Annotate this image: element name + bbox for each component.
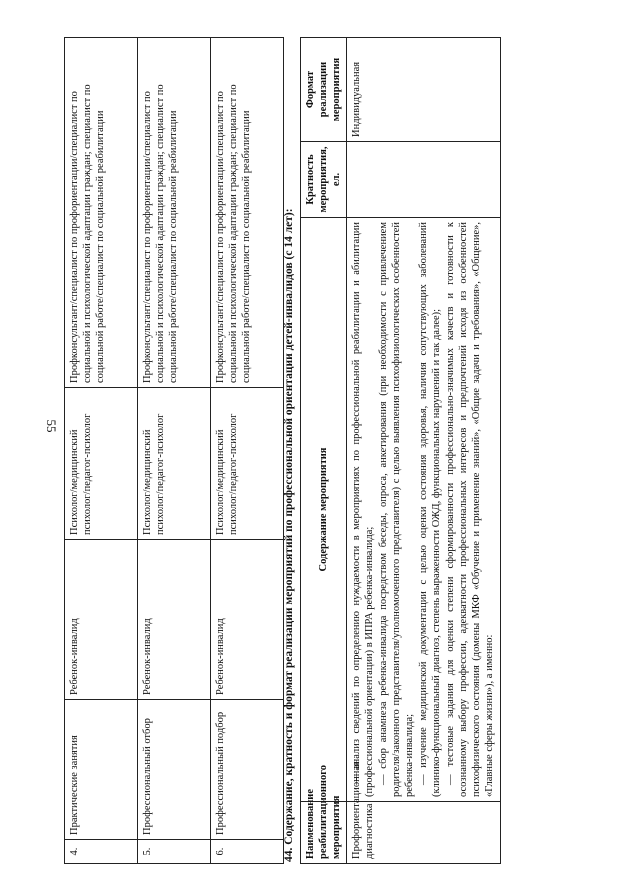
row-number: 5. — [138, 840, 211, 864]
section-heading: 44. Содержание, кратность и формат реализации мероприятий по профессиональной ориентации детей-инвалидов (с 14 лет): — [283, 208, 295, 862]
row-number: 4. — [65, 840, 138, 864]
list-item: — изучение медицинской документации с целью оценки состояния здоровья, наличия сопутствующих заболеваний (клинико-функциональный диагноз, степень выраженности ОЖД, функциональных нарушений и так далее); — [418, 222, 442, 797]
measure-frequency — [347, 142, 501, 218]
participant: Ребенок-инвалид — [211, 540, 284, 700]
table-row — [211, 38, 284, 864]
list-item: — анализ сведений по определению нуждаемости в мероприятиях по профессиональной реабилитации и абилитации (профессиональной ориентации) в ИПРА ребенка-инвалида; — [351, 222, 375, 797]
measure-name: Профориентационная диагностика — [347, 802, 501, 864]
measure-content — [347, 218, 501, 802]
measures-table — [300, 37, 501, 864]
executors: Психолог/медицинский психолог/педагог-психолог — [138, 388, 211, 540]
row-number: 6. — [211, 840, 284, 864]
header-content: Содержание мероприятия — [301, 218, 347, 802]
executors: Психолог/медицинский психолог/педагог-психолог — [211, 388, 284, 540]
table-row — [347, 38, 501, 864]
header-frequency: Кратность мероприятия, ел. — [301, 142, 347, 218]
page-number: 55 — [44, 419, 59, 433]
rotated-page-content — [64, 36, 624, 876]
executors: Психолог/медицинский психолог/педагог-психолог — [65, 388, 138, 540]
list-item: — тестовые задания для оценки степени сформированности профессионально-значимых качеств и готовности к осознанному выбору профессии, адекватности профессиональных интересов и предпочтений исходя из особенностей психофизического состояния (домены МКФ «Обучение и применение знаний», «Общие задачи и требования», «Общение», «Главные сферы жизни»), а именно: — [445, 222, 495, 797]
specialists: Профконсультант/специалист по профориентации/специалист по социальной и психологической адаптации граждан; специалист по социальной работе/специалист по социальной реабилитации — [65, 38, 138, 388]
header-name: Наименование реабилитационного мероприятия — [301, 802, 347, 864]
participant: Ребенок-инвалид — [65, 540, 138, 700]
participant: Ребенок-инвалид — [138, 540, 211, 700]
header-format: Формат реализации мероприятия — [301, 38, 347, 142]
specialists-table — [64, 37, 284, 864]
event-name: Профессиональный отбор — [138, 700, 211, 840]
event-name: Практические занятия — [65, 700, 138, 840]
specialists: Профконсультант/специалист по профориентации/специалист по социальной и психологической адаптации граждан; специалист по социальной работе/специалист по социальной реабилитации — [211, 38, 284, 388]
measure-format: Индивидуальная — [347, 38, 501, 142]
specialists: Профконсультант/специалист по профориентации/специалист по социальной и психологической адаптации граждан; специалист по социальной работе/специалист по социальной реабилитации — [138, 38, 211, 388]
table-header-row — [301, 38, 347, 864]
table-row — [138, 38, 211, 864]
list-item: — сбор анамнеза ребенка-инвалида посредством беседы, опроса, анкетирования (при необходимости с привлечением родителя/законного представителя/уполномоченного представителя) с целью выявления психофизиологических особенностей ребенка-инвалида; — [378, 222, 415, 797]
event-name: Профессиональный подбор — [211, 700, 284, 840]
table-row — [65, 38, 138, 864]
